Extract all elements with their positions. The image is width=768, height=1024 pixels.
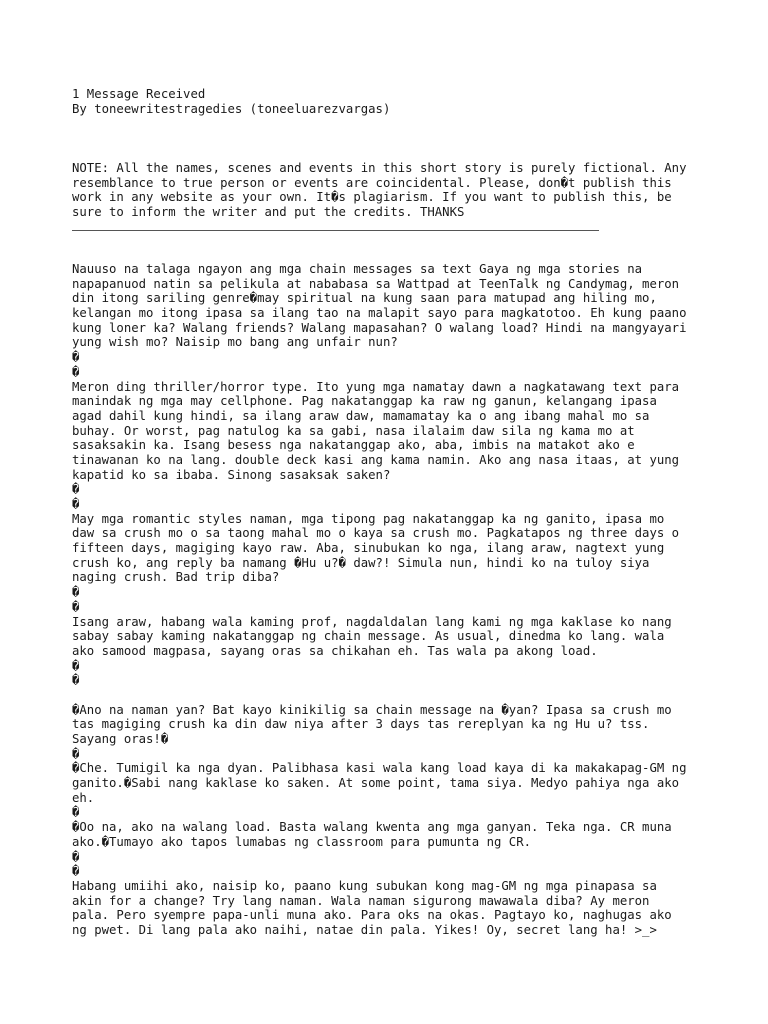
story-line: ganito.�Sabi nang kaklase ko saken. At some point, tama siya. Medyo pahiya nga ako [72, 776, 680, 791]
story-line: naging crush. Bad trip diba? [72, 570, 280, 585]
story-line: kapatid ko sa ibaba. Sinong sasaksak saken? [72, 467, 391, 482]
note-line: NOTE: All the names, scenes and events in this short story is purely fictional. Any [72, 161, 687, 175]
story-line: Sayang oras!� [72, 732, 169, 746]
story-line: � [72, 658, 80, 673]
story-line: tas magiging crush ka din daw niya after 3 days tas rereplyan ka ng Hu u? tss. [72, 717, 650, 732]
story-line: �Ano na naman yan? Bat kayo kinikilig sa chain message na �yan? Ipasa sa crush mo [72, 702, 672, 717]
story-line: daw sa crush mo o sa taong mahal mo o kaya sa crush mo. Pagkatapos ng three days o [72, 526, 680, 541]
story-line: tinawanan ko na lang. double deck kasi ang kama namin. Ako ang nasa itaas, at yung [72, 452, 680, 467]
note-line: work in any website as your own. It�s plagiarism. If you want to publish this, be [72, 190, 672, 205]
story-line: May mga romantic styles naman, mga tipong pag nakatanggap ka ng ganito, ipasa mo [72, 511, 665, 526]
document-header [72, 87, 390, 116]
story-line: � [72, 482, 80, 497]
story-line: ako samood magpasa, sayang oras sa chikahan eh. Tas wala pa akong load. [72, 643, 598, 658]
author-byline: By toneewritestragedies (toneeluarezvargas) [72, 101, 391, 116]
disclaimer-note [72, 161, 732, 220]
story-line: fifteen days, magiging kayo raw. Aba, sinubukan ko nga, ilang araw, nagtext yung [72, 541, 665, 556]
story-line: � [72, 849, 80, 864]
story-line: Isang araw, habang wala kaming prof, nagdaldalan lang kami ng mga kaklase ko nang [72, 614, 672, 629]
story-line: � [72, 364, 80, 379]
story-line: manindak ng mga may cellphone. Pag nakatanggap ka raw ng ganun, kelangang ipasa [72, 394, 657, 409]
note-line: sure to inform the writer and put the credits. THANKS [72, 205, 465, 220]
story-line: Meron ding thriller/horror type. Ito yung mga namatay dawn a nagkatawang text para [72, 379, 680, 394]
story-line: sabay sabay kaming nakatanggap ng chain message. As usual, dinedma ko lang. wala [72, 629, 665, 644]
document-title: 1 Message Received [72, 87, 206, 101]
story-line: � [72, 585, 80, 600]
story-line: � [72, 673, 80, 688]
story-line: crush ko, ang reply ba namang �Hu u?� daw?! Simula nun, hindi ko na tuloy siya [72, 555, 650, 570]
story-line [72, 688, 752, 703]
story-line: kelangan mo itong ipasa sa ilang tao na malapit sayo para magkatotoo. Eh kung paano [72, 306, 687, 321]
story-body [72, 262, 752, 938]
story-line: buhay. Or worst, pag natulog ka sa gabi, nasa ilalaim daw sila ng kama mo at [72, 423, 635, 438]
story-line: eh. [72, 790, 95, 805]
story-line: yung wish mo? Naisip mo bang ang unfair nun? [72, 335, 398, 350]
story-line: napapanuod natin sa pelikula at nababasa sa Wattpad at TeenTalk ng Candymag, meron [72, 276, 680, 291]
story-line: kung loner ka? Walang friends? Walang mapasahan? O walang load? Hindi na mangyayari [72, 320, 687, 335]
story-line: � [72, 746, 80, 761]
note-line: resemblance to true person or events are coincidental. Please, don�t publish this [72, 175, 672, 190]
story-line: ng pwet. Di lang pala ako naihi, natae din pala. Yikes! Oy, secret lang ha! >_> [72, 922, 657, 937]
story-line: � [72, 497, 80, 511]
story-line: � [72, 805, 80, 820]
story-line: akin for a change? Try lang naman. Wala naman sigurong mawawala diba? Ay meron [72, 893, 650, 908]
story-line: Nauuso na talaga ngayon ang mga chain messages sa text Gaya ng mga stories na [72, 262, 643, 276]
story-line: � [72, 599, 80, 614]
story-line: � [72, 350, 80, 365]
story-line: din itong sariling genre�may spiritual na kung saan para matupad ang hiling mo, [72, 291, 657, 306]
story-line: ako.�Tumayo ako tapos lumabas ng classroom para pumunta ng CR. [72, 834, 532, 849]
story-line: pala. Pero syempre papa-unli muna ako. Para oks na okas. Pagtayo ko, naghugas ako [72, 908, 672, 923]
story-line: agad dahil kung hindi, sa ilang araw daw, mamamatay ka o ang ibang mahal mo sa [72, 408, 650, 423]
story-line: sasaksakin ka. Isang besess nga nakatanggap ako, aba, imbis na matakot ako e [72, 438, 635, 453]
horizontal-divider [72, 230, 599, 231]
story-line: Habang umiihi ako, naisip ko, paano kung subukan kong mag-GM ng mga pinapasa sa [72, 878, 657, 893]
story-line: �Oo na, ako na walang load. Basta walang kwenta ang mga ganyan. Teka nga. CR muna [72, 820, 672, 835]
story-line: � [72, 864, 80, 879]
story-line: �Che. Tumigil ka nga dyan. Palibhasa kasi wala kang load kaya di ka makakapag-GM ng [72, 761, 687, 776]
